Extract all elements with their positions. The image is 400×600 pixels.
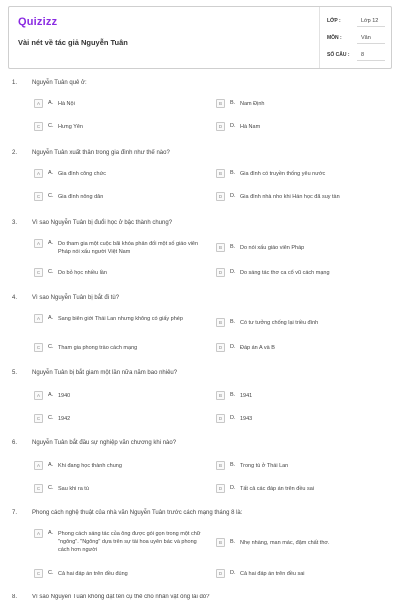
option-letter: B.: [230, 170, 236, 176]
option-text: Đáp án A và B: [240, 345, 275, 351]
option-box[interactable]: A: [34, 314, 43, 323]
option-letter: A.: [48, 462, 54, 468]
option-letter: A.: [48, 240, 54, 246]
meta-count-label: SỐ CÂU :: [327, 52, 350, 58]
page-title: Vài nét về tác giả Nguyễn Tuân: [18, 38, 128, 47]
option-box[interactable]: D: [216, 569, 225, 578]
option-text: Gia đình công chức: [58, 171, 107, 177]
option-text: Sang biên giới Thái Lan nhưng không có giấy phép: [58, 316, 183, 322]
question-text: Vì sao Nguyễn Tuân bị bắt đi tù?: [32, 295, 120, 301]
option-box[interactable]: A: [34, 391, 43, 400]
option-box[interactable]: B: [216, 169, 225, 178]
question-8: [12, 594, 392, 600]
question-1: [12, 80, 392, 140]
question-5: [12, 370, 392, 430]
option-letter: B.: [230, 100, 236, 106]
option-text: Do tham gia một cuộc bãi khóa phản đối một số giáo viên Pháp nói xấu người Việt Nam: [58, 241, 199, 255]
option-box[interactable]: C: [34, 268, 43, 277]
option-text: Do bỏ học nhiều lần: [58, 270, 107, 276]
option-box[interactable]: B: [216, 391, 225, 400]
option-letter: D.: [230, 485, 236, 491]
option-box[interactable]: C: [34, 569, 43, 578]
question-2: [12, 150, 392, 210]
option-box[interactable]: D: [216, 414, 225, 423]
option-box[interactable]: C: [34, 122, 43, 131]
question-text: Vì sao Nguyễn Tuân bị đuổi học ở bậc thành chung?: [32, 220, 173, 226]
meta-grade-value: Lớp 12: [357, 16, 385, 27]
option-letter: C.: [48, 344, 54, 350]
option-text: Nam Định: [240, 101, 265, 107]
meta-subject: [327, 33, 387, 45]
option-text: 1943: [240, 416, 253, 422]
option-letter: B.: [230, 392, 236, 398]
option-letter: B.: [230, 244, 236, 250]
meta-subject-label: MÔN :: [327, 35, 342, 41]
option-box[interactable]: D: [216, 268, 225, 277]
question-number: 2.: [12, 150, 18, 156]
question-number: 4.: [12, 295, 18, 301]
option-letter: A.: [48, 315, 54, 321]
option-letter: A.: [48, 392, 54, 398]
option-letter: A.: [48, 100, 54, 106]
option-letter: D.: [230, 570, 236, 576]
option-box[interactable]: A: [34, 239, 43, 248]
option-letter: B.: [230, 539, 236, 545]
option-box[interactable]: D: [216, 192, 225, 201]
question-3: [12, 220, 392, 284]
option-letter: B.: [230, 319, 236, 325]
option-text: Cả hai đáp án trên đều sai: [240, 571, 305, 577]
option-text: Gia đình nhà nho khi Hán học đã suy tàn: [240, 194, 340, 200]
option-text: Có tư tưởng chống lại triều đình: [240, 320, 319, 326]
option-text: Tất cả các đáp án trên đều sai: [240, 486, 314, 492]
option-letter: C.: [48, 123, 54, 129]
quizizz-logo: Quizizz: [18, 16, 58, 28]
question-7: [12, 510, 392, 584]
option-box[interactable]: B: [216, 99, 225, 108]
question-text: Nguyễn Tuân quê ở:: [32, 80, 87, 86]
question-text: Nguyễn Tuân xuất thân trong gia đình như thế nào?: [32, 150, 170, 156]
meta-subject-value: Văn: [357, 33, 385, 44]
worksheet-header: [8, 6, 392, 69]
option-text: Do sáng tác thơ ca cổ vũ cách mạng: [240, 270, 330, 276]
question-6: [12, 440, 392, 500]
option-letter: B.: [230, 462, 236, 468]
option-box[interactable]: A: [34, 99, 43, 108]
option-letter: D.: [230, 269, 236, 275]
option-letter: D.: [230, 344, 236, 350]
option-letter: C.: [48, 485, 54, 491]
option-box[interactable]: B: [216, 538, 225, 547]
meta-grade: [327, 16, 387, 28]
option-letter: C.: [48, 415, 54, 421]
option-text: 1941: [240, 393, 253, 399]
question-4: [12, 295, 392, 359]
option-letter: A.: [48, 530, 54, 536]
option-letter: A.: [48, 170, 54, 176]
option-text: Nhẹ nhàng, man mác, đậm chất thơ.: [240, 540, 330, 546]
option-box[interactable]: D: [216, 343, 225, 352]
option-text: 1940: [58, 393, 71, 399]
option-box[interactable]: D: [216, 122, 225, 131]
meta-count-value: 8: [357, 50, 385, 61]
option-text: Gia đình có truyền thống yêu nước: [240, 171, 326, 177]
option-letter: C.: [48, 193, 54, 199]
option-box[interactable]: C: [34, 343, 43, 352]
option-text: Sau khi ra tù: [58, 486, 89, 492]
option-letter: D.: [230, 193, 236, 199]
question-number: 5.: [12, 370, 18, 376]
option-text: 1942: [58, 416, 71, 422]
option-text: Cả hai đáp án trên đều đúng: [58, 571, 128, 577]
option-text: Hà Nam: [240, 124, 261, 130]
option-box[interactable]: B: [216, 461, 225, 470]
meta-divider: [319, 7, 320, 68]
option-text: Tham gia phong trào cách mạng: [58, 345, 138, 351]
option-box[interactable]: A: [34, 169, 43, 178]
option-letter: C.: [48, 570, 54, 576]
option-letter: C.: [48, 269, 54, 275]
question-number: 6.: [12, 440, 18, 446]
question-text: Phong cách nghệ thuật của nhà văn Nguyễn Tuân trước cách mạng tháng 8 là:: [32, 510, 243, 516]
option-box[interactable]: C: [34, 414, 43, 423]
option-text: Phong cách sáng tác của ông được gói gọn trong một chữ "ngông". "Ngông" dựa trên sự tài hoa uyên bác và phong cách hơn người: [58, 531, 201, 553]
question-number: 8.: [12, 594, 18, 600]
option-box[interactable]: C: [34, 484, 43, 493]
option-text: Hưng Yên: [58, 124, 83, 130]
question-number: 7.: [12, 510, 18, 516]
option-box[interactable]: A: [34, 461, 43, 470]
option-text: Gia đình nông dân: [58, 194, 104, 200]
option-text: Do nói xấu giáo viên Pháp: [240, 245, 305, 251]
question-number: 3.: [12, 220, 18, 226]
question-text: Vì sao Nguyễn Tuân không đặt tên cụ thể cho nhân vật ông lái đò?: [32, 594, 210, 600]
option-text: Hà Nội: [58, 101, 75, 107]
meta-count: [327, 50, 387, 62]
option-box[interactable]: A: [34, 529, 43, 538]
option-text: Trong tù ở Thái Lan: [240, 463, 289, 469]
option-box[interactable]: B: [216, 318, 225, 327]
option-box[interactable]: B: [216, 243, 225, 252]
question-text: Nguyễn Tuân bị bắt giam một lần nữa năm bao nhiêu?: [32, 370, 178, 376]
option-letter: D.: [230, 415, 236, 421]
option-letter: D.: [230, 123, 236, 129]
option-box[interactable]: D: [216, 484, 225, 493]
question-number: 1.: [12, 80, 18, 86]
meta-grade-label: LỚP :: [327, 18, 341, 24]
option-text: Khi đang học thành chung: [58, 463, 122, 469]
option-box[interactable]: C: [34, 192, 43, 201]
question-text: Nguyễn Tuân bắt đầu sự nghiệp văn chương khi nào?: [32, 440, 177, 446]
